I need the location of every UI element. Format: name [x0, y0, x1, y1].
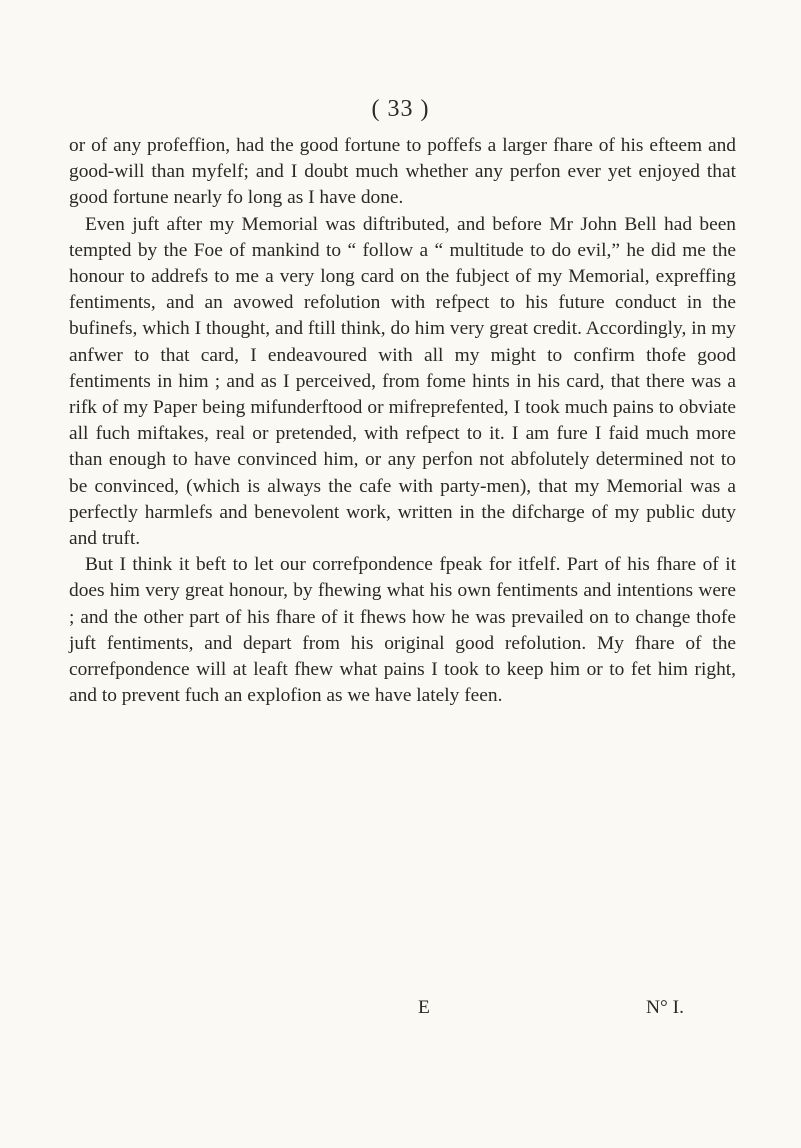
body-text [69, 133, 736, 709]
paragraph-1: or of any profeffion, had the good fortune to poffefs a larger fhare of his efteem and good-will than myfelf; and I doubt much whether any perfon ever yet enjoyed that good fortune nearly fo long as I have done. [69, 135, 736, 209]
paragraph-2: Even juft after my Memorial was diftributed, and before Mr John Bell had been tempted by the Foe of mankind to “ follow a “ multitude to do evil,” he did me the honour to addrefs to me a very long card on the fubject of my Memorial, expreffing fentiments, and an avowed refolution with refpect to his future conduct in the bufinefs, which I thought, and ftill think, do him very great credit. Accordingly, in my anfwer to that card, I endeavoured with all my might to confirm thofe good fentiments in him ; and as I perceived, from fome hints in his card, that there was a rifk of my Paper being mifunderftood or mifreprefented, I took much pains to obviate all fuch miftakes, real or pretended, with refpect to it. I am fure I faid much more than enough to have convinced him, or any perfon not abfolutely determined not to be convinced, (which is always the cafe with party-men), that my Memorial was a perfectly harmlefs and benevolent work, written in the difcharge of my public duty and truft. [69, 213, 736, 550]
catchword: N° I. [646, 997, 684, 1018]
paragraph-3: But I think it beft to let our correfpondence fpeak for itfelf. Part of his fhare of it does him very great honour, by fhewing what his own fentiments and intentions were ; and the other part of his fhare of it fhews how he was prevailed on to change thofe juft fentiments, and depart from his original good refolution. My fhare of the correfpondence will at leaft fhew what pains I took to keep him or to fet him right, and to prevent fuch an explofion as we have lately feen. [69, 554, 736, 707]
signature-mark: E [418, 997, 430, 1018]
page-footer [0, 997, 801, 1027]
page-number: ( 33 ) [371, 96, 430, 122]
